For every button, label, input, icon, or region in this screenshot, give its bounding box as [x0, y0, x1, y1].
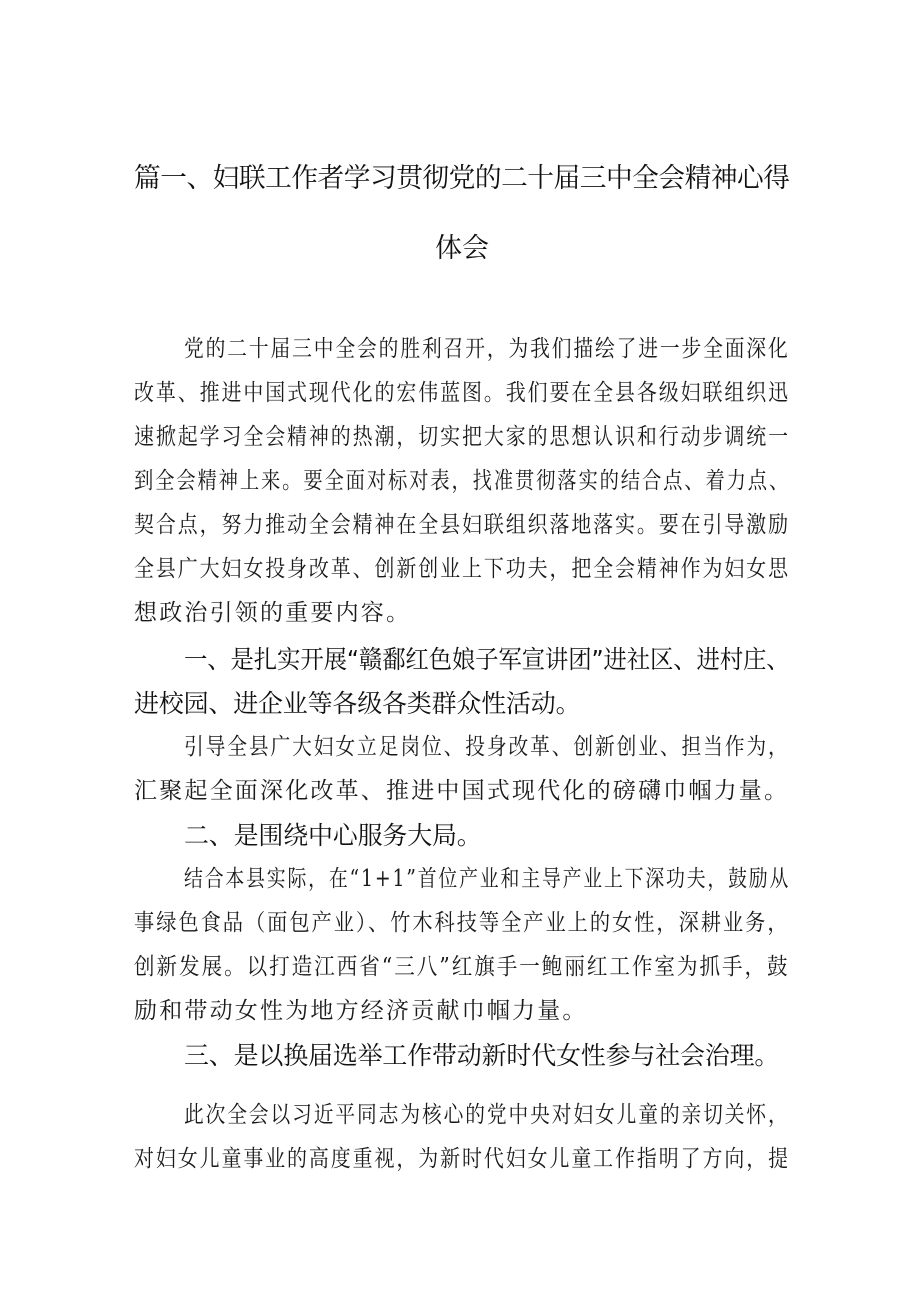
- section-1-heading: 进校园、进企业等各级各类群众性活动。: [134, 689, 581, 718]
- section-2-body-line: 励和带动女性为地方经济贡献巾帼力量。: [134, 998, 588, 1024]
- section-2-body-line: 创新发展。以打造江西省“三八”红旗手一鲍丽红工作室为抓手，鼓: [134, 954, 790, 980]
- section-1-heading: 一、是扎实开展“赣鄱红色娘子军宣讲团”进社区、进村庄、: [184, 645, 790, 674]
- section-3-body-line: 对妇女儿童事业的高度重视，为新时代妇女儿童工作指明了方向，提: [134, 1146, 790, 1172]
- section-1-body-line: 汇聚起全面深化改革、推进中国式现代化的磅礴巾帼力量。: [134, 778, 790, 804]
- section-3-heading: 三、是以换届选举工作带动新时代女性参与社会治理。: [184, 1041, 780, 1070]
- intro-line: 全县广大妇女投身改革、创新创业上下功夫，把全会精神作为妇女思: [134, 556, 790, 582]
- intro-line: 党的二十届三中全会的胜利召开，为我们描绘了进一步全面深化: [184, 336, 790, 362]
- intro-line: 改革、推进中国式现代化的宏伟蓝图。我们要在全县各级妇联组织迅: [134, 380, 790, 406]
- section-3-body-line: 此次全会以习近平同志为核心的党中央对妇女儿童的亲切关怀，: [184, 1102, 790, 1128]
- section-2-body-line: 事绿色食品（面包产业）、竹木科技等全产业上的女性，深耕业务，: [134, 910, 790, 936]
- intro-line: 速掀起学习全会精神的热潮，切实把大家的思想认识和行动步调统一: [134, 424, 790, 450]
- section-2-heading: 二、是围绕中心服务大局。: [184, 821, 482, 850]
- section-1-body-line: 引导全县广大妇女立足岗位、投身改革、创新创业、担当作为，: [184, 734, 790, 760]
- intro-line: 想政治引领的重要内容。: [134, 600, 412, 626]
- intro-line: 契合点，努力推动全会精神在全县妇联组织落地落实。要在引导激励: [134, 512, 790, 538]
- title-line-2: 体会: [435, 233, 489, 264]
- intro-line: 到全会精神上来。要全面对标对表，找准贯彻落实的结合点、着力点、: [134, 468, 791, 494]
- title-line-1: 篇一、妇联工作者学习贯彻党的二十届三中全会精神心得: [134, 163, 790, 194]
- section-2-body-line: 结合本县实际，在“1+1”首位产业和主导产业上下深功夫，鼓励从: [184, 866, 791, 892]
